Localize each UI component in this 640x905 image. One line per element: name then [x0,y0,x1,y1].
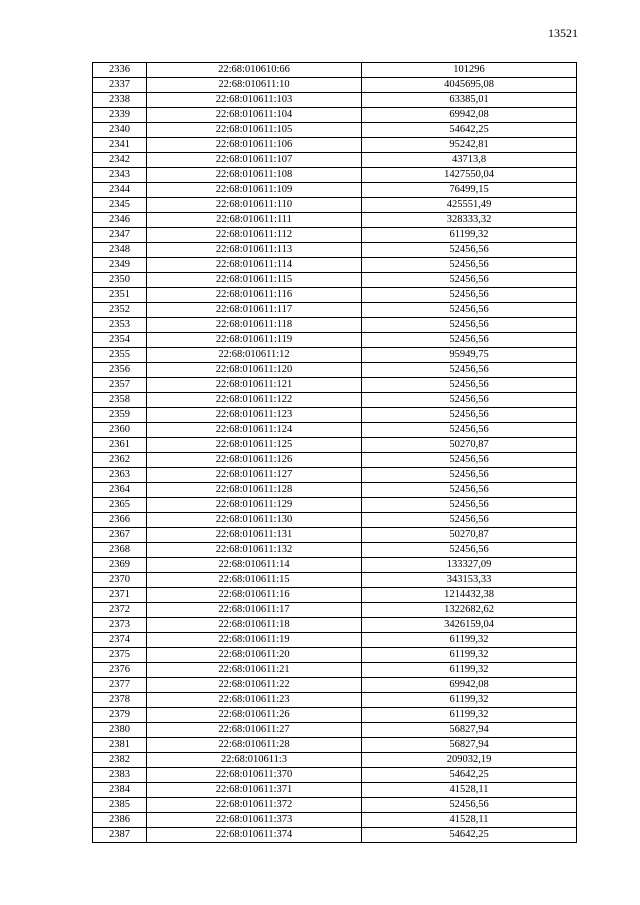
table-row [93,198,577,213]
cadastral-value-cell: 133327,09 [362,558,577,573]
cadastral-value-cell: 61199,32 [362,693,577,708]
row-number-cell: 2372 [93,603,147,618]
cadastral-value-cell: 52456,56 [362,498,577,513]
row-number-cell: 2369 [93,558,147,573]
cadastral-value-cell: 52456,56 [362,393,577,408]
cadastral-number-cell: 22:68:010611:374 [147,828,362,843]
row-number-cell: 2353 [93,318,147,333]
cadastral-value-cell: 69942,08 [362,108,577,123]
cadastral-number-cell: 22:68:010611:112 [147,228,362,243]
row-number-cell: 2344 [93,183,147,198]
row-number-cell: 2363 [93,468,147,483]
row-number-cell: 2355 [93,348,147,363]
cadastral-value-cell: 76499,15 [362,183,577,198]
cadastral-number-cell: 22:68:010611:17 [147,603,362,618]
row-number-cell: 2339 [93,108,147,123]
row-number-cell: 2380 [93,723,147,738]
table-row [93,303,577,318]
table-row [93,603,577,618]
table-row [93,738,577,753]
table-row [93,573,577,588]
cadastral-value-cell: 209032,19 [362,753,577,768]
cadastral-number-cell: 22:68:010611:129 [147,498,362,513]
cadastral-value-cell: 328333,32 [362,213,577,228]
cadastral-value-cell: 52456,56 [362,333,577,348]
table-row [93,168,577,183]
cadastral-value-cell: 343153,33 [362,573,577,588]
cadastral-number-cell: 22:68:010611:128 [147,483,362,498]
page-number: 13521 [548,26,578,40]
row-number-cell: 2361 [93,438,147,453]
row-number-cell: 2382 [93,753,147,768]
table-row [93,213,577,228]
row-number-cell: 2354 [93,333,147,348]
row-number-cell: 2351 [93,288,147,303]
table-row [93,108,577,123]
cadastral-number-cell: 22:68:010611:10 [147,78,362,93]
table-row [93,798,577,813]
cadastral-value-cell: 101296 [362,63,577,78]
cadastral-value-cell: 95242,81 [362,138,577,153]
table-row [93,723,577,738]
row-number-cell: 2360 [93,423,147,438]
cadastral-number-cell: 22:68:010611:115 [147,273,362,288]
cadastral-number-cell: 22:68:010611:122 [147,393,362,408]
cadastral-value-cell: 52456,56 [362,378,577,393]
row-number-cell: 2376 [93,663,147,678]
table-row [93,288,577,303]
row-number-cell: 2346 [93,213,147,228]
row-number-cell: 2349 [93,258,147,273]
cadastral-number-cell: 22:68:010611:119 [147,333,362,348]
cadastral-number-cell: 22:68:010611:27 [147,723,362,738]
table-row [93,468,577,483]
cadastral-number-cell: 22:68:010611:132 [147,543,362,558]
cadastral-value-cell: 61199,32 [362,708,577,723]
cadastral-value-cell: 52456,56 [362,453,577,468]
row-number-cell: 2374 [93,633,147,648]
row-number-cell: 2381 [93,738,147,753]
row-number-cell: 2341 [93,138,147,153]
cadastral-value-cell: 52456,56 [362,303,577,318]
cadastral-number-cell: 22:68:010611:111 [147,213,362,228]
cadastral-number-cell: 22:68:010611:107 [147,153,362,168]
cadastral-number-cell: 22:68:010611:108 [147,168,362,183]
table-row [93,93,577,108]
cadastral-value-cell: 41528,11 [362,813,577,828]
cadastral-value-cell: 61199,32 [362,228,577,243]
row-number-cell: 2358 [93,393,147,408]
row-number-cell: 2375 [93,648,147,663]
cadastral-number-cell: 22:68:010611:3 [147,753,362,768]
row-number-cell: 2366 [93,513,147,528]
cadastral-number-cell: 22:68:010611:373 [147,813,362,828]
row-number-cell: 2387 [93,828,147,843]
row-number-cell: 2373 [93,618,147,633]
table-row [93,333,577,348]
cadastral-number-cell: 22:68:010611:104 [147,108,362,123]
row-number-cell: 2343 [93,168,147,183]
cadastral-number-cell: 22:68:010611:371 [147,783,362,798]
cadastral-value-cell: 52456,56 [362,513,577,528]
row-number-cell: 2368 [93,543,147,558]
table-row [93,423,577,438]
table-row [93,498,577,513]
cadastral-value-cell: 52456,56 [362,273,577,288]
cadastral-value-cell: 61199,32 [362,648,577,663]
cadastral-value-cell: 52456,56 [362,483,577,498]
cadastral-number-cell: 22:68:010611:26 [147,708,362,723]
cadastral-value-cell: 54642,25 [362,123,577,138]
cadastral-value-cell: 52456,56 [362,423,577,438]
table-row [93,663,577,678]
cadastral-value-cell: 61199,32 [362,633,577,648]
cadastral-number-cell: 22:68:010611:121 [147,378,362,393]
table-row [93,453,577,468]
table-row [93,243,577,258]
table-row [93,828,577,843]
table-row [93,753,577,768]
cadastral-value-cell: 52456,56 [362,408,577,423]
table-row [93,678,577,693]
table-row [93,648,577,663]
cadastral-value-cell: 54642,25 [362,768,577,783]
cadastral-value-cell: 52456,56 [362,258,577,273]
row-number-cell: 2345 [93,198,147,213]
table-row [93,588,577,603]
cadastral-value-cell: 4045695,08 [362,78,577,93]
row-number-cell: 2364 [93,483,147,498]
table-row [93,693,577,708]
row-number-cell: 2384 [93,783,147,798]
cadastral-number-cell: 22:68:010611:106 [147,138,362,153]
cadastral-number-cell: 22:68:010611:131 [147,528,362,543]
table-row [93,543,577,558]
table-row [93,363,577,378]
cadastral-number-cell: 22:68:010611:20 [147,648,362,663]
table-body [93,63,577,843]
table-row [93,618,577,633]
cadastral-value-cell: 54642,25 [362,828,577,843]
cadastral-number-cell: 22:68:010611:21 [147,663,362,678]
table-row [93,438,577,453]
table-row [93,408,577,423]
cadastral-value-cell: 52456,56 [362,543,577,558]
cadastral-value-cell: 1427550,04 [362,168,577,183]
cadastral-value-cell: 52456,56 [362,468,577,483]
row-number-cell: 2385 [93,798,147,813]
row-number-cell: 2357 [93,378,147,393]
row-number-cell: 2362 [93,453,147,468]
cadastral-number-cell: 22:68:010611:123 [147,408,362,423]
table-row [93,528,577,543]
cadastral-number-cell: 22:68:010610:66 [147,63,362,78]
row-number-cell: 2338 [93,93,147,108]
cadastral-value-cell: 56827,94 [362,723,577,738]
cadastral-value-cell: 52456,56 [362,363,577,378]
cadastral-number-cell: 22:68:010611:116 [147,288,362,303]
table-row [93,633,577,648]
cadastral-value-cell: 56827,94 [362,738,577,753]
row-number-cell: 2377 [93,678,147,693]
cadastral-number-cell: 22:68:010611:19 [147,633,362,648]
row-number-cell: 2386 [93,813,147,828]
row-number-cell: 2350 [93,273,147,288]
cadastral-value-cell: 43713,8 [362,153,577,168]
cadastral-number-cell: 22:68:010611:103 [147,93,362,108]
cadastral-number-cell: 22:68:010611:14 [147,558,362,573]
table-row [93,153,577,168]
cadastral-value-cell: 41528,11 [362,783,577,798]
table-row [93,483,577,498]
row-number-cell: 2336 [93,63,147,78]
cadastral-number-cell: 22:68:010611:15 [147,573,362,588]
cadastral-value-cell: 425551,49 [362,198,577,213]
table-row [93,813,577,828]
cadastral-number-cell: 22:68:010611:372 [147,798,362,813]
cadastral-value-cell: 1214432,38 [362,588,577,603]
cadastral-value-cell: 3426159,04 [362,618,577,633]
cadastral-value-cell: 52456,56 [362,798,577,813]
row-number-cell: 2356 [93,363,147,378]
table-row [93,513,577,528]
cadastral-number-cell: 22:68:010611:127 [147,468,362,483]
row-number-cell: 2347 [93,228,147,243]
row-number-cell: 2383 [93,768,147,783]
row-number-cell: 2379 [93,708,147,723]
table-row [93,273,577,288]
table-row [93,783,577,798]
cadastral-number-cell: 22:68:010611:12 [147,348,362,363]
table-row [93,378,577,393]
cadastral-value-cell: 50270,87 [362,528,577,543]
cadastral-number-cell: 22:68:010611:125 [147,438,362,453]
table-row [93,348,577,363]
cadastral-number-cell: 22:68:010611:22 [147,678,362,693]
cadastral-number-cell: 22:68:010611:23 [147,693,362,708]
cadastral-number-cell: 22:68:010611:120 [147,363,362,378]
cadastral-number-cell: 22:68:010611:114 [147,258,362,273]
table-row [93,558,577,573]
table-row [93,768,577,783]
row-number-cell: 2348 [93,243,147,258]
cadastral-value-table [92,62,577,843]
cadastral-value-cell: 50270,87 [362,438,577,453]
row-number-cell: 2342 [93,153,147,168]
row-number-cell: 2337 [93,78,147,93]
cadastral-value-cell: 69942,08 [362,678,577,693]
table-row [93,258,577,273]
row-number-cell: 2367 [93,528,147,543]
table-row [93,393,577,408]
cadastral-number-cell: 22:68:010611:28 [147,738,362,753]
cadastral-number-cell: 22:68:010611:113 [147,243,362,258]
cadastral-value-cell: 63385,01 [362,93,577,108]
table-row [93,138,577,153]
cadastral-value-cell: 61199,32 [362,663,577,678]
cadastral-number-cell: 22:68:010611:117 [147,303,362,318]
table-row [93,63,577,78]
table-row [93,228,577,243]
cadastral-value-cell: 52456,56 [362,318,577,333]
cadastral-number-cell: 22:68:010611:124 [147,423,362,438]
row-number-cell: 2371 [93,588,147,603]
cadastral-value-cell: 95949,75 [362,348,577,363]
cadastral-value-cell: 1322682,62 [362,603,577,618]
cadastral-number-cell: 22:68:010611:109 [147,183,362,198]
cadastral-number-cell: 22:68:010611:130 [147,513,362,528]
cadastral-number-cell: 22:68:010611:110 [147,198,362,213]
cadastral-number-cell: 22:68:010611:105 [147,123,362,138]
table-row [93,318,577,333]
cadastral-number-cell: 22:68:010611:18 [147,618,362,633]
cadastral-number-cell: 22:68:010611:370 [147,768,362,783]
table-row [93,123,577,138]
row-number-cell: 2370 [93,573,147,588]
row-number-cell: 2378 [93,693,147,708]
cadastral-number-cell: 22:68:010611:16 [147,588,362,603]
row-number-cell: 2352 [93,303,147,318]
table-row [93,183,577,198]
row-number-cell: 2365 [93,498,147,513]
table-row [93,78,577,93]
row-number-cell: 2340 [93,123,147,138]
cadastral-number-cell: 22:68:010611:126 [147,453,362,468]
table-row [93,708,577,723]
cadastral-number-cell: 22:68:010611:118 [147,318,362,333]
row-number-cell: 2359 [93,408,147,423]
cadastral-value-cell: 52456,56 [362,288,577,303]
cadastral-value-cell: 52456,56 [362,243,577,258]
